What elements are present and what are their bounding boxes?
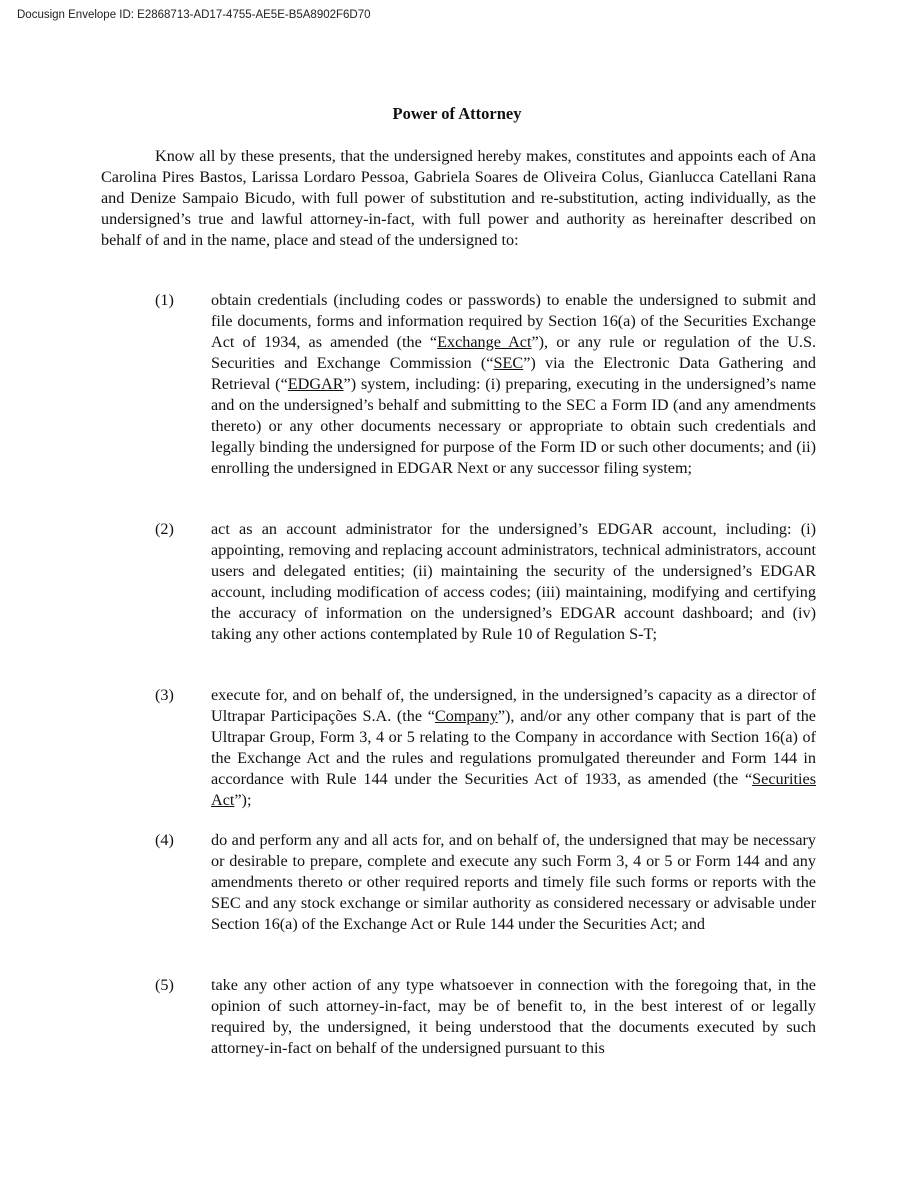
item-text (211, 290, 816, 479)
item-text-segment: execute for, and on behalf of, the undersigned, in the undersigned’s capacity as a director of Ultrapar Participações S.A. (the “ (211, 686, 816, 725)
item-number: (5) (155, 976, 174, 994)
item-number: (4) (155, 831, 174, 849)
item-text-segment: do and perform any and all acts for, and on behalf of, the undersigned that may be necessary or desirable to prepare, complete and execute any such Form 3, 4 or 5 or Form 144 and any amendments thereto or other required reports and timely file such forms or reports with the SEC and any stock exchange or similar authority as considered necessary or advisable under Section 16(a) of the Exchange Act or Rule 144 under the Securities Act; and (211, 831, 816, 933)
item-text (211, 830, 816, 935)
defined-term: Securities Act (211, 770, 816, 809)
list-item (155, 519, 816, 645)
item-text-segment: take any other action of any type whatsoever in connection with the foregoing that, in the opinion of such attorney-in-fact, may be of benefit to, in the best interest of or legally required by, the undersigned, it being understood that the documents executed by such attorney-in-fact on behalf of the undersigned pursuant to this (211, 976, 816, 1057)
list-item (155, 685, 816, 811)
item-number: (3) (155, 686, 174, 704)
document-title: Power of Attorney (392, 104, 522, 123)
item-text-segment: ”), or any rule or regulation of the U.S. Securities and Exchange Commission (“ (211, 333, 817, 372)
list-item (155, 830, 816, 935)
item-text (211, 975, 816, 1059)
envelope-id: Docusign Envelope ID: E2868713-AD17-4755-AE5E-B5A8902F6D70 (17, 9, 371, 21)
defined-term: Company (434, 707, 498, 725)
item-text-segment: ”) via the Electronic Data Gathering and Retrieval (“ (211, 354, 817, 393)
defined-term: Exchange Act (437, 333, 532, 351)
list-item (155, 290, 816, 479)
item-text-segment: act as an account administrator for the undersigned’s EDGAR account, including: (i) appointing, removing and replacing account administrators, technical administrators, account users and delegated entities; (ii) maintaining the security of the undersigned’s EDGAR account, including modification of access codes; (iii) maintaining, modifying and certifying the accuracy of information on the undersigned’s EDGAR account dashboard; and (iv) taking any other actions contemplated by Rule 10 of Regulation S-T; (211, 520, 816, 643)
item-number: (2) (155, 520, 174, 538)
item-number: (1) (155, 291, 174, 309)
defined-term: SEC (493, 354, 524, 372)
intro-paragraph: Know all by these presents, that the undersigned hereby makes, constitutes and appoints each of Ana Carolina Pires Bastos, Larissa Lordaro Pessoa, Gabriela Soares de Oliveira Colus, Gianlucca Catellani Rana and Denize Sampaio Bicudo, with full power of substitution and re-substitution, acting individually, as the undersigned’s true and lawful attorney-in-fact, with full power and authority as hereinafter described on behalf of and in the name, place and stead of the undersigned to: (101, 147, 816, 249)
list-item (155, 975, 816, 1059)
item-text-segment: ”); (234, 791, 252, 809)
item-text-segment: obtain credentials (including codes or passwords) to enable the undersigned to submit and file documents, forms and information required by Section 16(a) of the Securities Exchange Act of 1934, as amended (the “ (211, 291, 816, 351)
item-text-segment: ”) system, including: (i) preparing, executing in the undersigned’s name and on the undersigned’s behalf and submitting to the SEC a Form ID (and any amendments thereto) or any other documents necessary or appropriate to obtain such credentials and legally binding the undersigned for purpose of the Form ID or such other documents; and (ii) enrolling the undersigned in EDGAR Next or any successor filing system; (211, 375, 817, 477)
item-text (211, 685, 816, 811)
item-text-segment: ”), and/or any other company that is part of the Ultrapar Group, Form 3, 4 or 5 relating to the Company in accordance with Section 16(a) of the Exchange Act and the rules and regulations promulgated thereunder and Form 144 in accordance with Rule 144 under the Securities Act of 1933, as amended (the “ (211, 707, 816, 788)
defined-term: EDGAR (287, 375, 344, 393)
item-text (211, 519, 816, 645)
